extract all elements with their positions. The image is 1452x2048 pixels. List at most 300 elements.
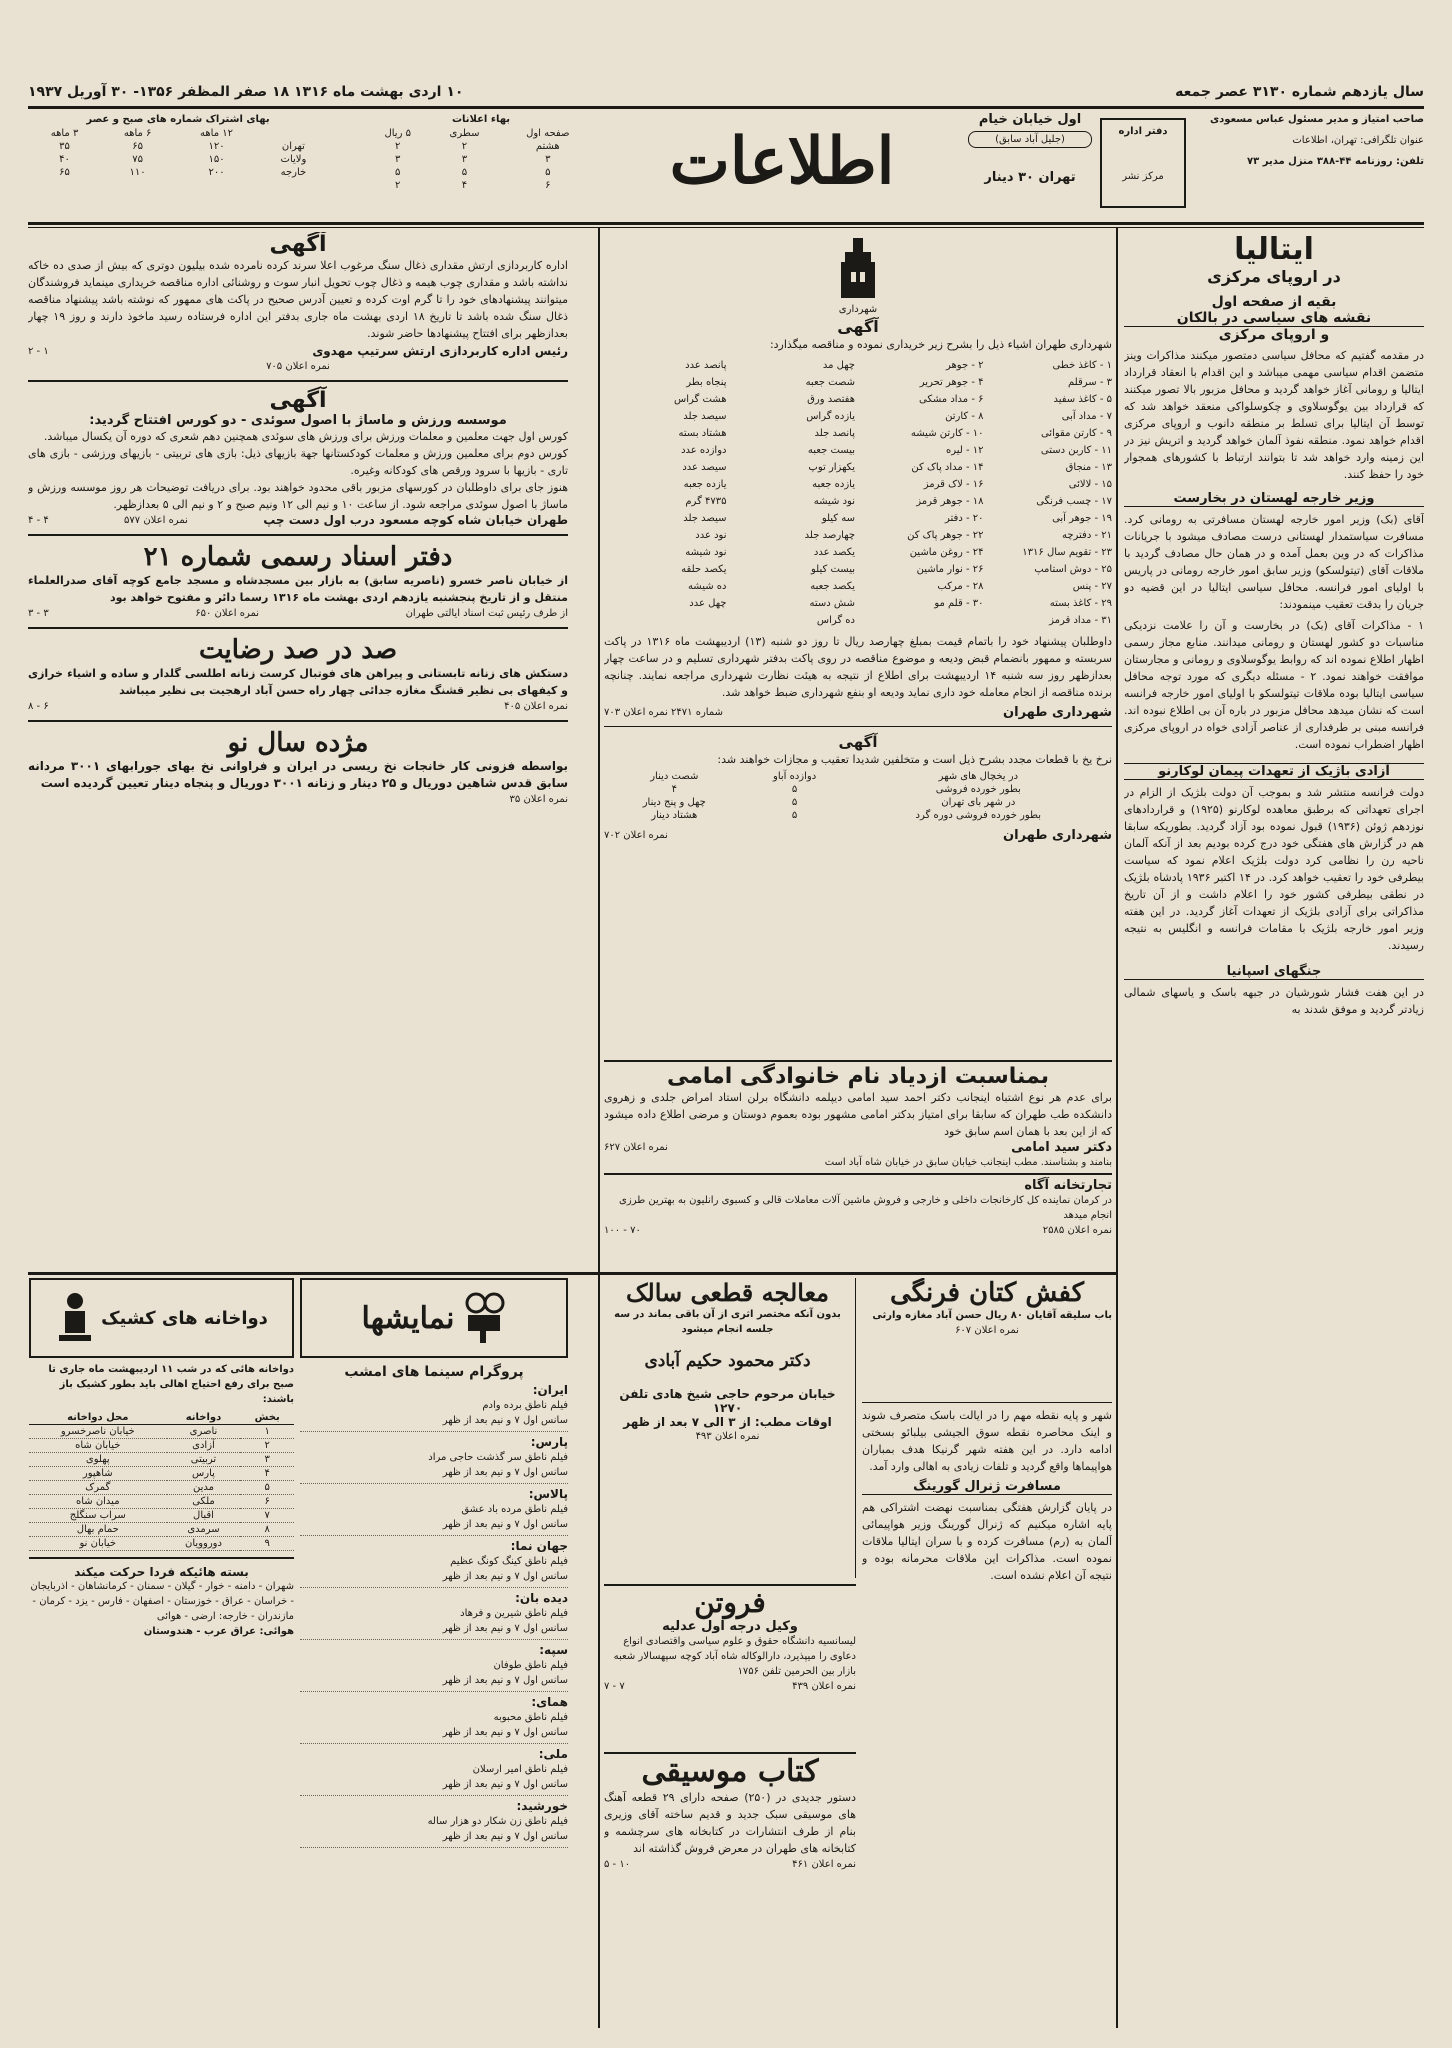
municipality-item: ۱۴ - مداد پاک کن bbox=[911, 462, 984, 473]
header-issue: سال یازدهم شماره ۳۱۳۰ عصر جمعه bbox=[1175, 84, 1424, 100]
municipality-item: ۱۹ - جوهر آبی bbox=[1052, 513, 1112, 524]
bucharest-head: وزیر خارجه لهستان در بخارست bbox=[1124, 491, 1424, 507]
foroutan-no: نمره اعلان ۴۳۹ bbox=[792, 1681, 856, 1692]
municipality-item: پانصد عدد bbox=[685, 360, 727, 371]
ice-signature: شهرداری طهران bbox=[1003, 828, 1112, 843]
subs-cell: ۱۲۰ bbox=[208, 141, 225, 152]
treatment-body: بدون آنکه مختصر اثری از آن باقی بماند در سه جلسه انجام میشود bbox=[614, 1309, 841, 1335]
municipality-adno: شماره ۲۴۷۱ نمره اعلان ۷۰۳ bbox=[604, 707, 723, 718]
pharmacy-cell: ۷ bbox=[240, 1509, 294, 1523]
pharmacy-row bbox=[29, 1439, 294, 1453]
treatment-hours: اوقات مطب: از ۳ الی ۷ بعد از ظهر bbox=[623, 1415, 832, 1429]
pharmacy-cell: مدین bbox=[167, 1481, 241, 1495]
subs-cell: خارجه bbox=[280, 167, 307, 178]
subs-cell: ۱۵۰ bbox=[208, 154, 225, 165]
subscription-row bbox=[28, 153, 328, 166]
municipality-item: شصت جعبه bbox=[805, 377, 855, 388]
municipality-item: پانصد جلد bbox=[814, 428, 855, 439]
pharmacy-row bbox=[29, 1453, 294, 1467]
ice-body: نرخ یخ با قطعات مجدد بشرح ذیل است و متخلفین شدیدا تعقیب و مجازات خواهند شد: bbox=[717, 753, 1112, 766]
subscription-row bbox=[28, 166, 328, 179]
lower-rule bbox=[28, 1272, 1118, 1275]
cinema-box bbox=[300, 1278, 568, 2022]
pharmacy-row bbox=[29, 1481, 294, 1495]
post-tail: هوائی: عراق عرب - هندوستان bbox=[143, 1626, 294, 1637]
municipality-item: ۱۱ - کاربن دستی bbox=[1040, 445, 1112, 456]
cinema-name: پارس: bbox=[530, 1435, 568, 1449]
family-no: نمره اعلان ۶۲۷ bbox=[604, 1142, 668, 1153]
treatment-title: معالجه قطعی سالک bbox=[625, 1278, 830, 1307]
music-code: ۱۰ - ۵ bbox=[604, 1859, 631, 1870]
italy-body5: در این هفت فشار شورشیان در جبهه باسک و یاسهای شمالی زیادتر گردید و موفق شدند به bbox=[1124, 986, 1424, 1016]
subscription-row bbox=[28, 140, 328, 153]
cinema-entry bbox=[300, 1536, 568, 1588]
cinema-title: پروگرام سینما های امشب bbox=[344, 1364, 524, 1380]
pharmacy-cell: ۳ bbox=[240, 1453, 294, 1467]
ice-row bbox=[604, 809, 1112, 822]
ice-cell: چهل و پنج دینار bbox=[642, 797, 706, 808]
municipality-item: سه کیلو bbox=[821, 513, 855, 524]
municipality-item: ۲۰ - دفتر bbox=[945, 513, 984, 524]
municipality-item bbox=[861, 612, 984, 629]
cinema-times: سانس اول ۷ و نیم بعد از ظهر bbox=[442, 1779, 568, 1790]
pharmacy-cell: تربیتی bbox=[167, 1453, 241, 1467]
pharmacist-icon bbox=[55, 1291, 95, 1345]
music-row bbox=[604, 1857, 856, 1872]
pharmacy-cell: خیابان نو bbox=[29, 1537, 167, 1551]
subs-cell: ۱۱۰ bbox=[129, 167, 146, 178]
trade-no: نمره اعلان ۲۵۸۵ bbox=[1042, 1225, 1112, 1236]
subs-col: ۶ ماهه bbox=[123, 128, 152, 139]
treatment-address: خیابان مرحوم حاجی شیخ هادی تلفن ۱۲۷۰ bbox=[619, 1387, 836, 1415]
ads-rate-row bbox=[366, 153, 596, 166]
lower-filler bbox=[862, 1786, 1112, 2022]
ice-cell: ۵ bbox=[791, 810, 798, 821]
sport-ad-addr: طهران خیابان شاه کوچه مسعود درب اول دست چپ bbox=[263, 513, 568, 527]
municipality-sign-row bbox=[604, 705, 1112, 720]
notary-no: نمره اعلان ۶۵۰ bbox=[195, 608, 260, 619]
italy-sub2: نقشه های سیاسی در بالکان bbox=[1124, 310, 1424, 327]
subs-empty bbox=[259, 127, 328, 140]
pharmacy-table bbox=[29, 1411, 294, 1551]
municipality-item: ۱۶ - لاک قرمز bbox=[923, 479, 984, 490]
municipality-divider bbox=[604, 726, 1112, 727]
ads-rate-row bbox=[366, 179, 596, 192]
cinema-film: فیلم ناطق زن شکار دو هزار ساله bbox=[427, 1816, 568, 1827]
family-divider bbox=[604, 1173, 1112, 1175]
subs-cell: ۶۵ bbox=[132, 141, 143, 152]
goering-news bbox=[862, 1402, 1112, 1782]
municipality-item: بیست جعبه bbox=[807, 445, 855, 456]
music-title: کتاب موسیقی bbox=[641, 1754, 819, 1789]
ice-table bbox=[604, 770, 1112, 822]
cinema-film: فیلم ناطق برده وادم bbox=[482, 1400, 568, 1411]
municipality-item: ۳۰ - قلم مو bbox=[934, 598, 984, 609]
divider-2 bbox=[28, 534, 568, 536]
subscription-table bbox=[28, 127, 328, 179]
family-sign: دکتر سید امامی bbox=[1011, 1140, 1112, 1155]
treatment-doctor: دکتر محمود حکیم آبادی bbox=[644, 1351, 811, 1371]
ice-row bbox=[604, 796, 1112, 809]
municipality-item: یکصد جعبه bbox=[810, 581, 855, 592]
subs-cell: ولایات bbox=[280, 154, 307, 165]
shoes-title: کفش کتان فرنگی bbox=[889, 1278, 1085, 1308]
army-ad-sign-row bbox=[28, 344, 568, 359]
municipality-item: ۱۵ - لالائی bbox=[1068, 479, 1112, 490]
cinema-name: پالاس: bbox=[528, 1487, 568, 1501]
cinema-times: سانس اول ۷ و نیم بعد از ظهر bbox=[442, 1623, 568, 1634]
sport-ad-body: هنوز جای برای داوطلبان در کورسهای مزبور باقی محدود خواهند بود. برای دریافت توضیحات هر روز موسسه ورزش و ماساژ با اصول سوئدی مراجعه شود. از ساعت ۱۰ و نیم الی ۱۲ ونیم صبح و ۲ و نیم الی ۵ بعدازظهر. bbox=[28, 481, 568, 511]
column-rule-2 bbox=[598, 228, 600, 1268]
pharmacy-cell: سرمدی bbox=[167, 1523, 241, 1537]
cinema-list bbox=[300, 1380, 568, 1848]
cinema-name: ملی: bbox=[538, 1747, 568, 1761]
municipality-item: ۲۷ - پنس bbox=[1072, 581, 1112, 592]
municipality-item: چهارصد جلد bbox=[804, 530, 855, 541]
cinema-name: دیده بان: bbox=[515, 1591, 568, 1605]
army-ad-body: اداره کاربردازی ارتش مقداری ذغال سنگ مرغوب اعلا سرند کرده نامرده شده بیلیون دوتری که بیش از صدی ده خاکه نداشته باشد و مقداری چوب هیمه و ذغال چوب تحویل انبار سوت و روشنائی اداره مناقصه خریداری مینماید فروشندگان میتوانند پیشنهادهای خود را تا گرم اوت کرده و تعیین آدرس صحیح در پاکت های ممهور که نوشته باشد پیشنهاد مناقصه ذغال سنگ شده باشد تا تاریخ ۱۸ اردی بهشت ماه جاری بدفتر این اداره فرستاده رسید ماخوذ دارند و روز ۱۹ چهار بعدازظهر برای افتتاح پیشنهادها حاضر شوند. bbox=[28, 259, 568, 340]
pharmacy-cell: میدان شاه bbox=[29, 1495, 167, 1509]
goering-body2: شهر و پایه نقطه مهم را در ایالت باسک متصرف شوند و اینک محاصره نقطه سوق الجیشی بیلبائو بسختی ادامه دارد. در این هفته شهر گرنیکا هدف بمباران هواپیماها واقع گردید و تلفات زیادی به اهالی وارد آمد. bbox=[862, 1409, 1112, 1473]
ads-col: سطری bbox=[449, 128, 480, 139]
municipality-item: هشت گراس bbox=[674, 394, 727, 405]
masthead-bottom-rule-2 bbox=[28, 227, 1424, 228]
pharmacy-cell: ۸ bbox=[240, 1523, 294, 1537]
satisfaction-no: نمره اعلان ۴۰۵ bbox=[504, 701, 568, 712]
ads-cell: ۴ bbox=[461, 180, 468, 191]
ice-cell: بطور خورده فروشی دوره گرد bbox=[915, 810, 1042, 821]
foroutan-code: ۷ - ۷ bbox=[604, 1681, 625, 1692]
notary-code: ۳ - ۳ bbox=[28, 608, 49, 619]
header-date: ۱۰ اردی بهشت ماه ۱۳۱۶ ۱۸ صفر المظفر ۱۳۵۶- ۳۰ آوریل ۱۹۳۷ bbox=[28, 84, 464, 100]
subscription-head bbox=[28, 127, 328, 140]
pharmacy-head-cell: محل دواخانه bbox=[29, 1411, 167, 1425]
cinema-film: فیلم ناطق محبوبه bbox=[493, 1712, 568, 1723]
family-body: برای عدم هر نوع اشتباه اینجانب دکتر احمد سید امامی دیپلمه دانشگاه برلن استاد امراض جلدی و زهروی دانشکده طب طهران که سابقا برای امتیاز بدکتر امامی مشهور بوده بعموم دوستان و مرضی اطلاع داده میشود که از این بعد با همان اسم سابق خود bbox=[604, 1091, 1112, 1138]
cinema-times: سانس اول ۷ و نیم بعد از ظهر bbox=[442, 1675, 568, 1686]
header-rule bbox=[28, 106, 1424, 109]
municipality-item: ۱۰ - کارتن شیشه bbox=[910, 428, 984, 439]
address-line1: اول خیابان خیام bbox=[978, 112, 1082, 127]
municipality-item: یکصد عدد bbox=[813, 547, 855, 558]
municipality-item: سیصد جلد bbox=[683, 411, 727, 422]
municipality-item: یازده جعبه bbox=[683, 479, 727, 490]
cinema-entry bbox=[300, 1744, 568, 1796]
tower-label: شهرداری bbox=[838, 304, 878, 315]
pharmacy-cell: سراب سنگلج bbox=[29, 1509, 167, 1523]
army-ad-no: نمره اعلان ۷۰۵ bbox=[266, 361, 330, 372]
municipality-item: شش دسته bbox=[809, 598, 855, 609]
ice-cell: دوازده آباو bbox=[772, 771, 817, 782]
sport-ad-c2: کورس دوم برای معلمین ورزش و معلمات کودکستانها جهة بازیهای ذیل: بازی های تربیتی - بازیهای ورزشی - بازی های تاری - بازیها با سرود ورقص های کودکانه وغیره. bbox=[28, 447, 568, 477]
cinema-times: سانس اول ۷ و نیم بعد از ظهر bbox=[442, 1727, 568, 1738]
municipality-item: ۱۲ - لیره bbox=[945, 445, 984, 456]
pharmacy-row bbox=[29, 1495, 294, 1509]
municipality-item: ۸ - کارتن bbox=[945, 411, 984, 422]
post-title: بسته هائیکه فردا حرکت میکند bbox=[74, 1565, 249, 1579]
municipality-item: ۲۳ - تقویم سال ۱۳۱۶ bbox=[1022, 547, 1112, 558]
municipality-item: ۲۵ - دوش استامپ bbox=[1034, 564, 1112, 575]
notary-body: از خیابان ناصر خسرو (ناصریه سابق) به بازار بین مسجدشاه و مسجد جامع کوچه آقای صدرالعلماء منتقل و از تاریخ پنجشنبه یازدهم اردی بهشت ماه ۱۳۱۶ رسما دائر و مفتوح خواهد بود bbox=[28, 574, 568, 604]
ice-sign-row bbox=[604, 828, 1112, 843]
ads-cell: ۲ bbox=[395, 141, 401, 152]
municipality-item: پنجاه بطر bbox=[686, 377, 727, 388]
ads-rate-row bbox=[366, 140, 596, 153]
cinema-name: همای: bbox=[531, 1695, 568, 1709]
pharmacy-cell: حمام بهال bbox=[29, 1523, 167, 1537]
pharmacy-cell: ۲ bbox=[240, 1439, 294, 1453]
pharmacy-head bbox=[29, 1411, 294, 1425]
ice-row bbox=[604, 783, 1112, 796]
shoes-body: باب سلیقه آقایان ۸۰ ریال حسن آباد مغازه وارثی bbox=[872, 1310, 1112, 1321]
sport-ad-title: آگهی bbox=[269, 388, 327, 413]
post-body: شهران - دامنه - خوار - گیلان - سمنان - کرمانشاهان - اذربایجان - خراسان - عراق - خوزستان - اصفهان - فارس - یزد - کرمان - مازندران - خارجه: ارضی - هوائی bbox=[30, 1581, 294, 1622]
ads-rate-head bbox=[366, 127, 596, 140]
subs-cell: ۷۵ bbox=[132, 154, 143, 165]
treaty-head: آزادی باژیک از تعهدات پیمان لوکارنو bbox=[1124, 763, 1424, 780]
sport-ad-no: نمره اعلان ۵۷۷ bbox=[124, 515, 188, 526]
cinema-entry bbox=[300, 1588, 568, 1640]
municipality-item: ۲۶ - نوار ماشین bbox=[916, 564, 984, 575]
trade-code: ۷۰ - ۱۰۰ bbox=[604, 1225, 641, 1236]
newyear-title: مژده سال نو bbox=[227, 728, 369, 758]
cinema-name: سپه: bbox=[539, 1643, 568, 1657]
pharmacy-cell: خیابان شاه bbox=[29, 1439, 167, 1453]
cinema-entry bbox=[300, 1796, 568, 1848]
cinema-entry bbox=[300, 1380, 568, 1432]
music-ad bbox=[604, 1752, 856, 2022]
ads-rate-title: بهاء اعلانات bbox=[451, 114, 511, 125]
cinema-entry bbox=[300, 1640, 568, 1692]
ice-cell: ۴ bbox=[671, 784, 677, 795]
pharmacy-box bbox=[28, 1278, 294, 2022]
cinema-entry bbox=[300, 1692, 568, 1744]
sport-ad-head: موسسه ورزش و ماساژ با اصول سوئدی - دو کورس افتتاح گردید: bbox=[89, 413, 507, 428]
sport-ad-c1: کورس اول جهت معلمین و معلمات ورزش برای ورزش های سوئدی همچنین دهم شعری که دوره آن یکسال میباشد. bbox=[43, 430, 568, 443]
municipality-item: ۲۸ - مرکب bbox=[937, 581, 984, 592]
municipality-item: هشتاد بسته bbox=[678, 428, 727, 439]
cinema-times: سانس اول ۷ و نیم بعد از ظهر bbox=[442, 1831, 568, 1842]
satisfaction-code: ۶ - ۸ bbox=[28, 701, 49, 712]
telegraph-line: عنوان تلگرافی: تهران، اطلاعات bbox=[1292, 135, 1424, 146]
cinema-name: ایران: bbox=[532, 1383, 568, 1397]
army-ad-code: ۱ - ۲ bbox=[28, 346, 49, 357]
cinema-times: سانس اول ۷ و نیم بعد از ظهر bbox=[442, 1415, 568, 1426]
municipality-item: ۲۲ - جوهر پاک کن bbox=[907, 530, 984, 541]
ice-row bbox=[604, 770, 1112, 783]
ads-cell: ۲ bbox=[461, 141, 468, 152]
municipality-item: ده گراس bbox=[816, 615, 855, 626]
pharmacy-cell: دوروویان bbox=[167, 1537, 241, 1551]
cinema-name: جهان نما: bbox=[510, 1539, 568, 1553]
municipality-item: ۲ - جوهر bbox=[946, 360, 984, 371]
goering-head: مسافرت ژنرال گورینگ bbox=[862, 1479, 1112, 1495]
foroutan-title: فروتن bbox=[694, 1586, 766, 1619]
pharmacy-row bbox=[29, 1523, 294, 1537]
masthead-owner-box bbox=[1194, 112, 1424, 220]
municipality-item: ۷ - مداد آبی bbox=[1061, 411, 1112, 422]
italy-body3: ۱ - مذاکرات آقای (بک) در بخارست و آن را علامت نزدیکی مناسبات دو کشور لهستان و رومانی میدانند. منابع مجاز رسمی اظهار اطلاع نموده اند که روابط یوگوسلاوی و رومانی و مجارستان موافقت خواهند نمود. ۲ - مسئله دیگری که مورد توجه محافل سیاسی ایتالیا بوده ملاقات تیتولسکو با اولیای امور خارجه فرانسه است که نشان میدهد محافل مزبور در باره آن بی اطلاع نبوده اند. فرانسه مبنی بر طرفداری از عناصر آزادی خواه در اروپای مرکزی اظهار اضطراب نموده است. bbox=[1124, 619, 1424, 751]
music-no: نمره اعلان ۴۶۱ bbox=[792, 1859, 856, 1870]
treatment-ad bbox=[604, 1278, 856, 1578]
divider-1 bbox=[28, 380, 568, 382]
edit-badge: مرکز نشر bbox=[1122, 171, 1164, 182]
divider-4 bbox=[28, 720, 568, 722]
projector-icon bbox=[462, 1291, 506, 1345]
cinema-film: فیلم ناطق شیرین و فرهاد bbox=[460, 1608, 568, 1619]
ads-rate-row bbox=[366, 166, 596, 179]
cinema-film: فیلم ناطق مرده باد عشق bbox=[461, 1504, 568, 1515]
pharmacy-cell: ۵ bbox=[240, 1481, 294, 1495]
italy-sub3: و اروپای مرکزی bbox=[1218, 327, 1330, 343]
pharmacy-head-cell: دواخانه bbox=[167, 1411, 241, 1425]
office-badge-box bbox=[1100, 118, 1186, 208]
newyear-body: بواسطه فزونی کار خانجات نخ ریسی در ایران و فراوانی نخ بهای جورابهای ۳۰۰۱ مردانه سابق قدس شاهین دوریال و ۲۵ دینار و زنانه ۳۰۰۱ دوریال و پنجاه دینار تعیین گردیده است bbox=[28, 759, 568, 790]
ice-adno: نمره اعلان ۷۰۲ bbox=[604, 830, 668, 841]
municipality-signature: شهرداری طهران bbox=[1003, 705, 1112, 720]
family-ad bbox=[604, 1060, 1112, 1270]
subs-col: ۳ ماهه bbox=[50, 128, 79, 139]
municipality-item: سیصد عدد bbox=[682, 462, 727, 473]
ads-cell: ۵ bbox=[395, 167, 401, 178]
municipality-ad bbox=[604, 232, 1112, 1052]
satisfaction-body: دستکش های زنانه تابستانی و پیراهن های فوتبال کرست زنانه اطلسی گلدار و ساده و اشیاء خرازی و کیفهای بی نظیر قشنگ مغازه جدائی چهار راه حسن آباد ارهجیت بی نظیر میباشد bbox=[28, 667, 568, 697]
column-rule-3 bbox=[598, 1268, 600, 2028]
municipality-item: ۱۸ - جوهر قرمز bbox=[916, 496, 984, 507]
divider-3 bbox=[28, 627, 568, 629]
sport-ad-addr-row bbox=[28, 513, 568, 528]
municipality-item: ۵ - کاغذ سفید bbox=[1053, 394, 1112, 405]
municipality-item: دوازده عدد bbox=[681, 445, 727, 456]
tower-icon bbox=[833, 232, 883, 300]
pharmacy-banner bbox=[29, 1278, 294, 1358]
municipality-item: ۹ - کارتن مقوائی bbox=[1040, 428, 1112, 439]
treatment-no: نمره اعلان ۴۹۳ bbox=[695, 1431, 760, 1442]
phone-line: تلفن: روزنامه ۴۴-۳۸۸ منزل مدیر ۷۳ bbox=[1247, 156, 1424, 167]
cinema-times: سانس اول ۷ و نیم بعد از ظهر bbox=[442, 1467, 568, 1478]
municipality-item: چهل مد bbox=[822, 360, 855, 371]
italy-title: ایتالیا bbox=[1234, 232, 1314, 267]
ads-col: ۵ ریال bbox=[384, 128, 411, 139]
pharmacy-cell: ناصری bbox=[167, 1425, 241, 1439]
cinema-film: فیلم ناطق سر گذشت حاجی مراد bbox=[428, 1452, 568, 1463]
ice-cell: در شهر بای تهران bbox=[941, 797, 1016, 808]
cinema-entry bbox=[300, 1484, 568, 1536]
cinema-film: فیلم ناطق امیر ارسلان bbox=[472, 1764, 568, 1775]
trade-body: در کرمان نماینده کل کارخانجات داخلی و خارجی و فروش ماشین آلات معاملات قالی و کسبوی رانلیون به بهترین طرزی انجام میدهد bbox=[619, 1195, 1112, 1221]
trade-row bbox=[604, 1223, 1112, 1238]
ads-cell: ۶ bbox=[545, 180, 551, 191]
tower-emblem bbox=[604, 232, 1112, 302]
pharmacy-cell: ملکی bbox=[167, 1495, 241, 1509]
ice-cell: ۵ bbox=[791, 797, 798, 808]
sport-ad-code: ۴ - ۴ bbox=[28, 515, 49, 526]
municipality-item: ۲۱ - دفترچه bbox=[1061, 530, 1112, 541]
ads-cell: ۳ bbox=[461, 154, 468, 165]
newyear-no: نمره اعلان ۳۵ bbox=[509, 794, 568, 805]
column-rule-1 bbox=[1116, 228, 1118, 2028]
ice-cell: ۵ bbox=[791, 784, 798, 795]
notary-sign-row bbox=[28, 606, 568, 621]
italy-cont: بقیه از صفحه اول bbox=[1211, 294, 1337, 310]
cinema-banner bbox=[300, 1278, 568, 1358]
pharmacy-cell: شاهپور bbox=[29, 1467, 167, 1481]
ads-cell: هشتم bbox=[535, 141, 560, 152]
municipality-item: یازده گراس bbox=[806, 411, 855, 422]
municipality-intro: شهرداری طهران اشیاء ذیل را بشرح زیر خریداری نموده و مناقصه میگذارد: bbox=[769, 338, 1112, 351]
ads-cell: ۵ bbox=[545, 167, 551, 178]
music-body: دستور جدیدی در (۲۵۰) صفحه دارای ۲۹ قطعه آهنگ های موسیقی سبک جدید و قدیم ساخته آقای وزیری بنام از طرف انتشارات در کتابخانه های سرچشمه و کتابخانه های طهران در معرض فروش گذاشته اند bbox=[604, 1791, 856, 1855]
ice-title: آگهی bbox=[838, 733, 878, 751]
ice-cell: شصت دینار bbox=[650, 771, 699, 782]
cinema-entry bbox=[300, 1432, 568, 1484]
satisfaction-title: صد در صد رضایت bbox=[198, 635, 398, 665]
family-tail: بنامند و بشناسند. مطب اینجانب خیابان سابق در خیابان شاه آباد است bbox=[824, 1157, 1112, 1168]
ice-cell: هشتاد دینار bbox=[651, 810, 698, 821]
address-box bbox=[968, 112, 1092, 216]
notary-sign: از طرف رئیس ثبت اسناد ایالتی طهران bbox=[405, 608, 568, 619]
pharmacy-cell: پارس bbox=[167, 1467, 241, 1481]
italy-subtitle: در اروپای مرکزی bbox=[1207, 267, 1341, 286]
pharmacy-divider bbox=[29, 1557, 294, 1559]
subs-cell: ۲۰۰ bbox=[208, 167, 225, 178]
pharmacy-cell: خیابان ناصرخسرو bbox=[29, 1425, 167, 1439]
price-line: تهران ۳۰ دینار bbox=[984, 170, 1076, 185]
subscription-title: بهای اشتراک شماره های صبح و عصر bbox=[86, 114, 270, 125]
pharmacy-cell: ۴ bbox=[240, 1467, 294, 1481]
pharmacy-intro: دواخانه هائی که در شب ۱۱ اردیبهشت ماه جاری تا صبح برای رفع احتیاج اهالی باید بطور کشیک باز باشند: bbox=[48, 1364, 294, 1405]
army-ad-title: آگهی bbox=[269, 232, 327, 257]
spain-head: جنگهای اسپانیا bbox=[1124, 964, 1424, 980]
municipality-item: ده شیشه bbox=[687, 581, 727, 592]
foroutan-row bbox=[604, 1679, 856, 1694]
municipality-item: یکهزار توپ bbox=[808, 462, 855, 473]
italy-body2: آقای (بک) وزیر امور خارجه لهستان مسافرتی به رومانی کرد. مسافرت سیاستمدار لهستانی درست مصادف میشود با جریانات مذاکرات که در وین بعمل آمده و در همان حال مصادف گردید با ملاقات آقای (تیتولسکو) وزیر سابق امور خارجه رومانی در پاریس با اولیای امور فرانسه. محافل سیاسی ایتالیا در این قضیه دو جریان را بدقت تعقیب مینمودند: bbox=[1124, 513, 1424, 611]
cinema-times: سانس اول ۷ و نیم بعد از ظهر bbox=[442, 1571, 568, 1582]
subscription-box bbox=[28, 112, 328, 216]
office-badge: دفتر اداره bbox=[1118, 126, 1168, 137]
municipality-item: ۴۷۳۵ گرم bbox=[685, 496, 727, 507]
cinema-film: فیلم ناطق طوفان bbox=[493, 1660, 568, 1671]
ads-cell: ۳ bbox=[545, 154, 551, 165]
municipality-item bbox=[604, 612, 727, 629]
municipality-item: ۱۳ - منجاق bbox=[1065, 462, 1112, 473]
ads-cell: ۲ bbox=[395, 180, 401, 191]
foroutan-subtitle: وکیل درجه اول عدلیه bbox=[662, 1619, 798, 1634]
pharmacy-cell: گمرک bbox=[29, 1481, 167, 1495]
trade-title: تجارتخانه آگاه bbox=[1024, 1178, 1112, 1193]
pharmacy-cell: پهلوی bbox=[29, 1453, 167, 1467]
municipality-item: ۲۹ - کاغذ بسته bbox=[1049, 598, 1112, 609]
ice-cell: بطور خورده فروشی bbox=[935, 784, 1021, 795]
italy-body1: در مقدمه گفتیم که محافل سیاسی دمتصور میکنند مذاکرات وینز متضمن اقدام سیاسی مهمی میباشد و این اقدام با انعقاد قرارداد ایتالیا و رومانی آغاز خواهد گردید و محافل مزبور بالا تصور میکنند که قرارداد بین یوگوسلاوی و چکوسلواکی منعقد خواهد شد که توسط آن ایتالیا برای تسلط بر منطقه دانوب و اروپای مرکزی اقدام خواهد نمود. منطقه نفوذ آلمان خواهد گردید و اتریش نیز در این زمینه وارد خواهد شد تا بتوانند ارتباط با کشورهای همجوار خود را حفظ کنند. bbox=[1124, 349, 1424, 481]
municipality-item: ۱ - کاغذ خطی bbox=[1052, 360, 1112, 371]
foroutan-ad bbox=[604, 1584, 856, 1748]
municipality-item: بیست کیلو bbox=[811, 564, 855, 575]
subs-cell: ۳۵ bbox=[59, 141, 70, 152]
ads-cell: ۵ bbox=[461, 167, 468, 178]
pharmacy-banner-text: دواخانه های کشیک bbox=[101, 1307, 268, 1329]
municipality-item: هفتصد ورق bbox=[807, 394, 855, 405]
pharmacy-cell: ۱ bbox=[240, 1425, 294, 1439]
notary-title: دفتر اسناد رسمی شماره ۲۱ bbox=[143, 542, 453, 572]
pharmacy-cell: ۹ bbox=[240, 1537, 294, 1551]
left-ads-column bbox=[28, 232, 568, 1266]
masthead-bottom-rule bbox=[28, 222, 1424, 225]
cinema-banner-text: نمایشها bbox=[361, 1300, 455, 1336]
municipality-items bbox=[604, 357, 1112, 629]
ads-col: صفحه اول bbox=[526, 128, 570, 139]
